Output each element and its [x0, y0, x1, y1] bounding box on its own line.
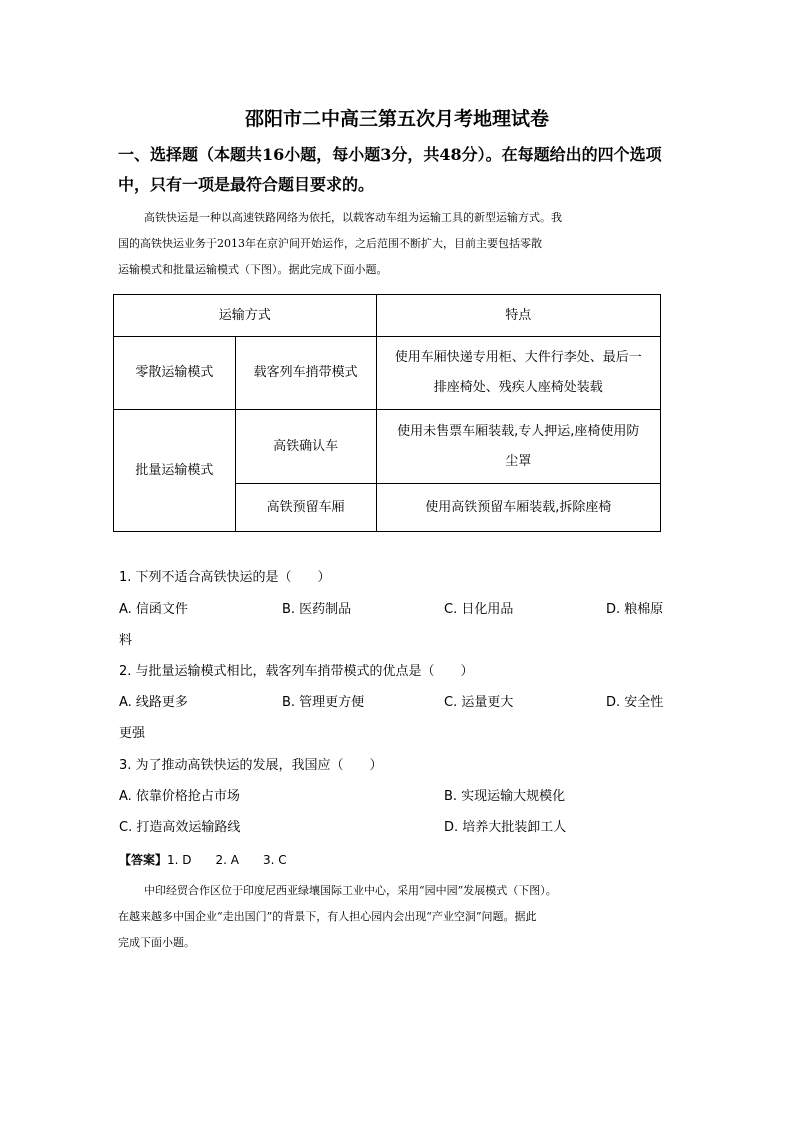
question-1-option-a[interactable]: A. 信函文件 — [119, 602, 188, 617]
transport-table — [113, 294, 661, 532]
question-1-option-d[interactable]: D. 粮棉原 — [606, 602, 664, 617]
intro2-line-3: 完成下面小题。 — [118, 936, 195, 949]
intro2-paragraph — [118, 878, 674, 956]
cell-group-scattered: 零散运输模式 — [114, 337, 236, 410]
question-2-option-d[interactable]: D. 安全性 — [606, 695, 664, 710]
intro2-line-2: 在越来越多中国企业“走出国门”的背景下，有人担心园内会出现“产业空洞”问题。据此 — [118, 910, 537, 923]
cell-sub-reserved: 高铁预留车厢 — [235, 484, 376, 532]
question-2-option-a[interactable]: A. 线路更多 — [119, 695, 188, 710]
section-heading-line2: 中，只有一项是最符合题目要求的。 — [118, 175, 375, 194]
answer-values: 1. D 2. A 3. C — [167, 853, 287, 867]
table-header-row — [114, 295, 661, 337]
answer-line — [119, 850, 287, 870]
question-2-option-d-continued: 更强 — [119, 726, 146, 741]
cell-sub-passenger: 载客列车捎带模式 — [235, 337, 376, 410]
cell-feature-confirm: 使用未售票车厢装载,专人押运,座椅使用防 尘罩 — [376, 410, 660, 484]
cell-sub-confirm: 高铁确认车 — [235, 410, 376, 484]
question-2-stem: 2. 与批量运输模式相比，载客列车捎带模式的优点是（ ） — [119, 664, 474, 679]
header-feature: 特点 — [376, 295, 660, 337]
intro-line-1: 高铁快运是一种以高速铁路网络为依托，以载客动车组为运输工具的新型运输方式。我 — [144, 211, 562, 224]
question-1-option-d-continued: 料 — [119, 633, 133, 648]
cell-group-batch: 批量运输模式 — [114, 410, 236, 532]
answer-label: 【答案】 — [119, 853, 168, 867]
question-1-option-b[interactable]: B. 医药制品 — [282, 602, 352, 617]
cell-feature-passenger: 使用车厢快递专用柜、大件行李处、最后一 排座椅处、残疾人座椅处装载 — [376, 337, 660, 410]
intro-line-2: 国的高铁快运业务于2013年在京沪间开始运作，之后范围不断扩大，目前主要包括零散 — [118, 237, 542, 250]
question-3-option-d[interactable]: D. 培养大批装卸工人 — [444, 820, 567, 835]
intro-paragraph — [118, 205, 674, 283]
section-heading-line1: 一、选择题（本题共16小题，每小题3分，共48分）。在每题给出的四个选项 — [118, 145, 662, 164]
question-3-option-b[interactable]: B. 实现运输大规模化 — [444, 789, 566, 804]
table-row — [114, 410, 661, 484]
question-3-option-a[interactable]: A. 依靠价格抢占市场 — [119, 789, 240, 804]
question-2-option-b[interactable]: B. 管理更方便 — [282, 695, 365, 710]
page-title: 邵阳市二中高三第五次月考地理试卷 — [244, 108, 549, 130]
question-2-option-c[interactable]: C. 运量更大 — [444, 695, 514, 710]
cell-feature-reserved: 使用高铁预留车厢装载,拆除座椅 — [376, 484, 660, 532]
question-3-option-c[interactable]: C. 打造高效运输路线 — [119, 820, 241, 835]
intro2-line-1: 中印经贸合作区位于印度尼西亚绿壤国际工业中心，采用“园中园”发展模式（下图）。 — [144, 884, 557, 897]
question-3-stem: 3. 为了推动高铁快运的发展，我国应（ ） — [119, 758, 383, 773]
question-1-stem: 1. 下列不适合高铁快运的是（ ） — [119, 570, 331, 585]
table-row — [114, 337, 661, 410]
header-mode: 运输方式 — [114, 295, 377, 337]
question-1-option-c[interactable]: C. 日化用品 — [444, 602, 514, 617]
intro-line-3: 运输模式和批量运输模式（下图）。据此完成下面小题。 — [118, 263, 388, 276]
